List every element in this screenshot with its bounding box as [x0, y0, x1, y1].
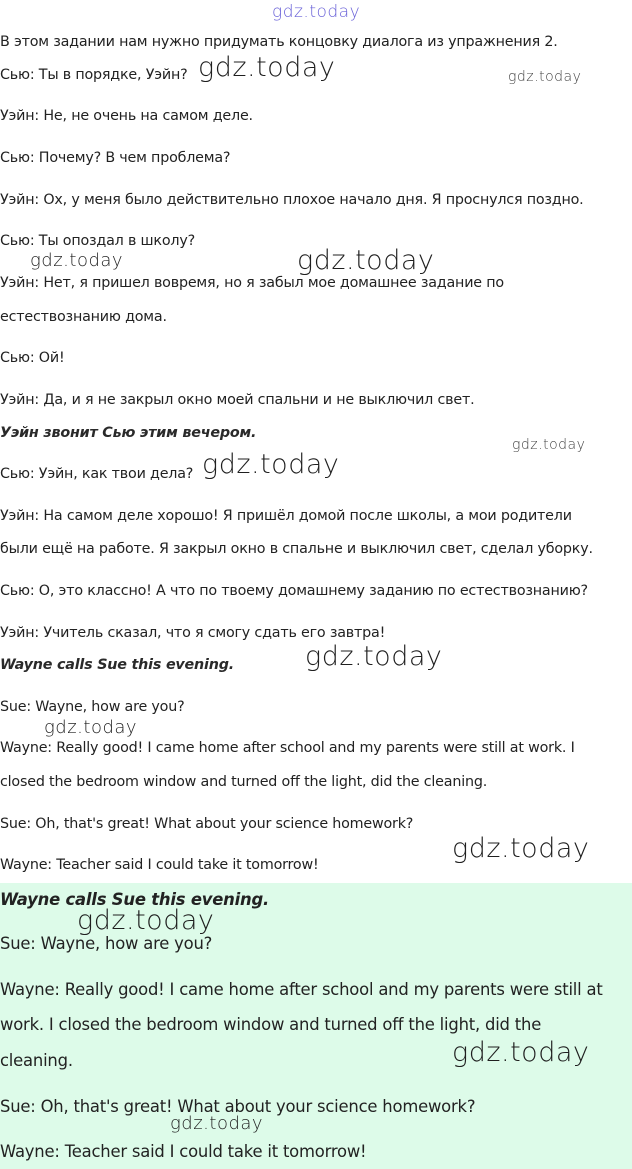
answer-line: cleaning.: [0, 1051, 73, 1070]
dialogue-line: Sue: Wayne, how are you?: [0, 699, 185, 715]
answer-line: work. I closed the bedroom window and turned off the light, did the: [0, 1015, 542, 1034]
dialogue-line: Уэйн: Ох, у меня было действительно плохое начало дня. Я проснулся поздно.: [0, 192, 584, 208]
dialogue-line: Сью: Почему? В чем проблема?: [0, 150, 231, 166]
intro-text: В этом задании нам нужно придумать концовку диалога из упражнения 2.: [0, 34, 558, 50]
dialogue-line: Уэйн: Учитель сказал, что я смогу сдать его завтра!: [0, 625, 386, 641]
dialogue-line: Сью: Уэйн, как твои дела?: [0, 466, 194, 482]
dialogue-line: естествознанию дома.: [0, 309, 167, 325]
dialogue-line: closed the bedroom window and turned off the light, did the cleaning.: [0, 774, 488, 790]
watermark: gdz.today: [77, 905, 215, 936]
dialogue-line: Уэйн: Да, и я не закрыл окно моей спальни и не выключил свет.: [0, 392, 475, 408]
dialogue-line: Сью: Ты опоздал в школу?: [0, 233, 195, 249]
dialogue-line: Sue: Oh, that's great! What about your science homework?: [0, 816, 414, 832]
watermark: gdz.today: [198, 52, 336, 83]
answer-line: Sue: Wayne, how are you?: [0, 934, 213, 953]
dialogue-line: Wayne: Really good! I came home after school and my parents were still at work. I: [0, 740, 575, 756]
watermark: gdz.today: [170, 1113, 264, 1134]
section-heading: Уэйн звонит Сью этим вечером.: [0, 425, 257, 441]
dialogue-line: Уэйн: Не, не очень на самом деле.: [0, 108, 253, 124]
watermark: gdz.today: [30, 250, 124, 271]
watermark: gdz.today: [452, 833, 590, 864]
dialogue-line: Уэйн: На самом деле хорошо! Я пришёл домой после школы, а мои родители: [0, 508, 572, 524]
dialogue-line: Сью: О, это классно! А что по твоему домашнему заданию по естествознанию?: [0, 583, 588, 599]
watermark: gdz.today: [512, 437, 586, 453]
section-heading: Wayne calls Sue this evening.: [0, 657, 234, 673]
answer-line: Wayne: Teacher said I could take it tomorrow!: [0, 1142, 367, 1161]
dialogue-line: Уэйн: Нет, я пришел вовремя, но я забыл мое домашнее задание по: [0, 275, 504, 291]
answer-line: Wayne: Really good! I came home after school and my parents were still at: [0, 980, 603, 999]
watermark: gdz.today: [305, 641, 443, 672]
dialogue-line: были ещё на работе. Я закрыл окно в спальне и выключил свет, сделал уборку.: [0, 541, 593, 557]
watermark: gdz.today: [297, 245, 435, 276]
dialogue-line: Wayne: Teacher said I could take it tomorrow!: [0, 857, 319, 873]
answer-heading: Wayne calls Sue this evening.: [0, 890, 270, 909]
watermark: gdz.today: [44, 717, 138, 738]
dialogue-line: Сью: Ой!: [0, 350, 65, 366]
watermark: gdz.today: [202, 449, 340, 480]
watermark: gdz.today: [508, 69, 582, 85]
dialogue-line: Сью: Ты в порядке, Уэйн?: [0, 67, 188, 83]
answer-line: Sue: Oh, that's great! What about your science homework?: [0, 1097, 476, 1116]
watermark: gdz.today: [452, 1037, 590, 1068]
site-logo[interactable]: gdz.today: [272, 2, 361, 22]
